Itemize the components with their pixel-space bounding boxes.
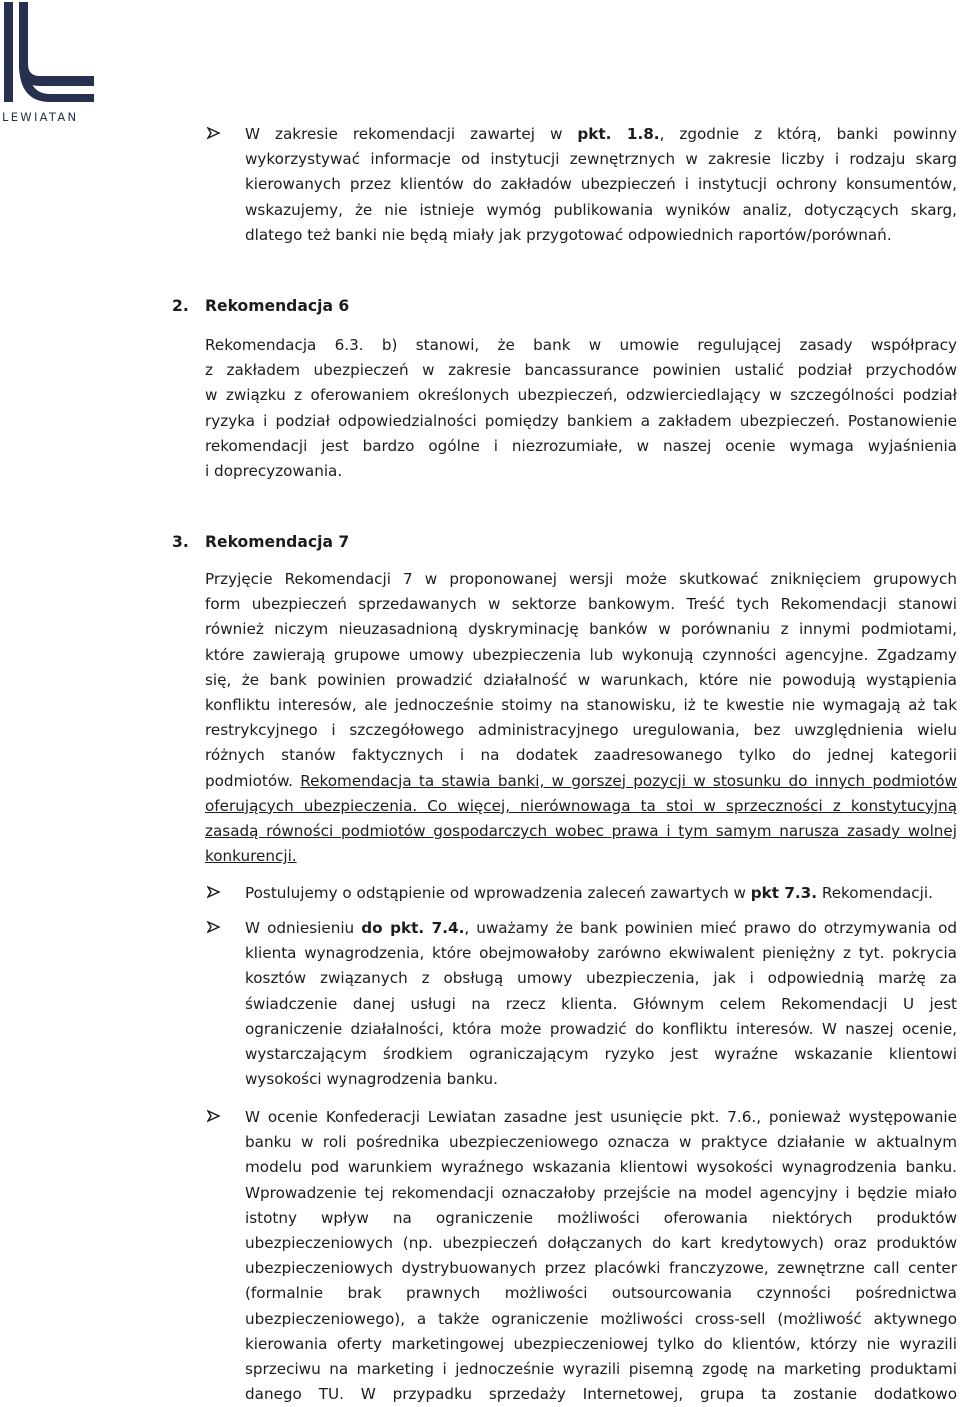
lewiatan-logo-mark (2, 2, 97, 106)
paragraph-line: form ubezpieczeń sprzedawanych w sektorze bankowym. Treść tych Rekomendacji stanowi (205, 595, 957, 614)
paragraph-line: (formalnie brak prawnych możliwości outsourcowania czynności pośrednictwa (245, 1284, 957, 1303)
paragraph-line: W ocenie Konfederacji Lewiatan zasadne jest usunięcie pkt. 7.6., ponieważ występowanie (245, 1108, 957, 1126)
paragraph-line: oferujących ubezpieczenia. Co więcej, nierównowaga ta stoi w sprzeczności z konstytucyjną (205, 796, 957, 815)
paragraph-line: się, że bank powinien prowadzić działalność w warunkach, które nie powodują wystąpienia (205, 670, 957, 689)
logo-wordmark: LEWIATAN (2, 110, 79, 124)
paragraph-line: Postulujemy o odstąpienie od wprowadzenia zaleceń zawartych w pkt 7.3. Rekomendacji. (245, 884, 933, 902)
paragraph-line: ubezpieczeniowych (np. ubezpieczeń dołączanych do kart kredytowych) oraz produktów (245, 1234, 957, 1253)
paragraph-line: również niczym nieuzasadnioną dyskryminację banków w porównaniu z innymi podmiotami, (205, 620, 957, 639)
paragraph-line: dlatego też banki nie będą miały jak przygotować odpowiednich raportów/porównań. (245, 225, 892, 244)
paragraph-line: z zakładem ubezpieczeń w zakresie bancassurance powinien ustalić podział przychodów (205, 361, 957, 380)
paragraph-line: zasadą równości podmiotów gospodarczych wobec prawa i tym samym narusza zasady wolnej (205, 822, 957, 841)
paragraph-line: wykorzystywać informacje od instytucji zewnętrznych w zakresie liczby i rodzaju skarg (245, 150, 957, 169)
paragraph-line: i doprecyzowania. (205, 462, 343, 481)
bullet-paragraph-1 (245, 122, 957, 248)
paragraph-line: modelu pod warunkiem wyraźnego wskazania klientowi wysokości wynagrodzenia banku. (245, 1158, 957, 1177)
bullet-arrow-icon (207, 123, 227, 143)
paragraph-line: które zawierają grupowe umowy ubezpieczenia lub wykonują czynności agencyjne. Zgadzamy (205, 645, 957, 664)
paragraph-line: klienta wynagrodzenia, które obejmowałoby zarówno ekwiwalent pieniężny z tyt. pokrycia (245, 944, 957, 963)
paragraph-line: istotny wpływ na ograniczenie możliwości oferowania niektórych produktów (245, 1208, 957, 1227)
section-3-number: 3. (172, 533, 189, 551)
paragraph-line: wystarczającym środkiem ograniczającym ryzyko jest wyraźne wskazanie klientowi (245, 1045, 957, 1064)
bullet-arrow-icon (207, 882, 227, 902)
paragraph-line: świadczenie danej usługi na rzecz klienta. Głównym celem Rekomendacji U jest (245, 994, 957, 1013)
paragraph-line: wysokości wynagrodzenia banku. (245, 1070, 498, 1089)
paragraph-line: W zakresie rekomendacji zawartej w pkt. 1.8., zgodnie z którą, banki powinny (245, 125, 957, 143)
paragraph-line: danego TU. W przypadku sprzedaży Internetowej, grupa ta zostanie dodatkowo (245, 1385, 957, 1404)
bullet-arrow-icon (207, 917, 227, 937)
paragraph-line: Rekomendacja 6.3. b) stanowi, że bank w umowie regulującej zasady współpracy (205, 336, 957, 354)
paragraph-line: Wprowadzenie tej rekomendacji oznaczałoby przejście na model agencyjny i będzie miało (245, 1183, 957, 1202)
bullet-arrow-icon (207, 1106, 227, 1126)
paragraph-line: kierowania oferty marketingowej ubezpieczeniowej tylko do klientów, którzy nie wyrazili (245, 1334, 957, 1353)
paragraph-line: ubezpieczeniowych dystrybuowanych przez placówki franczyzowe, zewnętrzne call center (245, 1259, 957, 1278)
bullet-paragraph-2 (245, 881, 957, 906)
section-3-paragraph (205, 567, 957, 869)
section-2-number: 2. (172, 297, 189, 315)
section-2-paragraph (205, 333, 957, 484)
section-3-title: Rekomendacja 7 (205, 533, 350, 551)
paragraph-line: konfliktu interesów, ale jednocześnie stoimy na stanowisku, iż te kwestie nie wymagają aż tak (205, 696, 957, 715)
paragraph-line: konkurencji. (205, 847, 297, 866)
bullet-paragraph-3 (245, 916, 957, 1092)
paragraph-line: ryzyka i podział odpowiedzialności pomiędzy bankiem a zakładem ubezpieczeń. Postanowienie (205, 411, 957, 430)
paragraph-line: sprzeciwu na marketing i jednocześnie wyrazili pisemną zgodę na marketing produktami (245, 1360, 957, 1379)
paragraph-line: restrykcyjnego i szczegółowego administracyjnego uregulowania, bez uwzględnienia wielu (205, 721, 957, 740)
paragraph-line: ubezpieczeniowego), a także ograniczenie możliwości cross-sell (możliwość aktywnego (245, 1309, 957, 1328)
paragraph-line: kosztów związanych z obsługą umowy ubezpieczenia, jak i odpowiednią marżę za (245, 969, 957, 988)
paragraph-line: banku w roli pośrednika ubezpieczeniowego oznacza w praktyce działanie w aktualnym (245, 1133, 957, 1152)
paragraph-line: Przyjęcie Rekomendacji 7 w proponowanej wersji może skutkować zniknięciem grupowych (205, 570, 957, 588)
paragraph-line: rekomendacji jest bardzo ogólne i niezrozumiałe, w naszej ocenie wymaga wyjaśnienia (205, 436, 957, 455)
bullet-paragraph-4 (245, 1105, 957, 1407)
paragraph-line: podmiotów. Rekomendacja ta stawia banki, w gorszej pozycji w stosunku do innych podmiotów (205, 771, 957, 790)
paragraph-line: wskazujemy, że nie istnieje wymóg publikowania wyników analiz, dotyczących skarg, (245, 200, 957, 219)
paragraph-line: w związku z oferowaniem określonych ubezpieczeń, odzwierciedlający w szczególności podział (205, 386, 957, 405)
paragraph-line: różnych stanów faktycznych i na dodatek zaadresowanego tylko do jednej kategorii (205, 746, 957, 765)
paragraph-line: ograniczenie działalności, która może prowadzić do konfliktu interesów. W naszej ocenie, (245, 1019, 957, 1038)
lewiatan-logo (2, 2, 97, 122)
paragraph-line: W odniesieniu do pkt. 7.4., uważamy że bank powinien mieć prawo do otrzymywania od (245, 919, 958, 937)
section-2-title: Rekomendacja 6 (205, 297, 350, 315)
paragraph-line: kierowanych przez klientów do zakładów ubezpieczeń i instytucji ochrony konsumentów, (245, 175, 957, 194)
